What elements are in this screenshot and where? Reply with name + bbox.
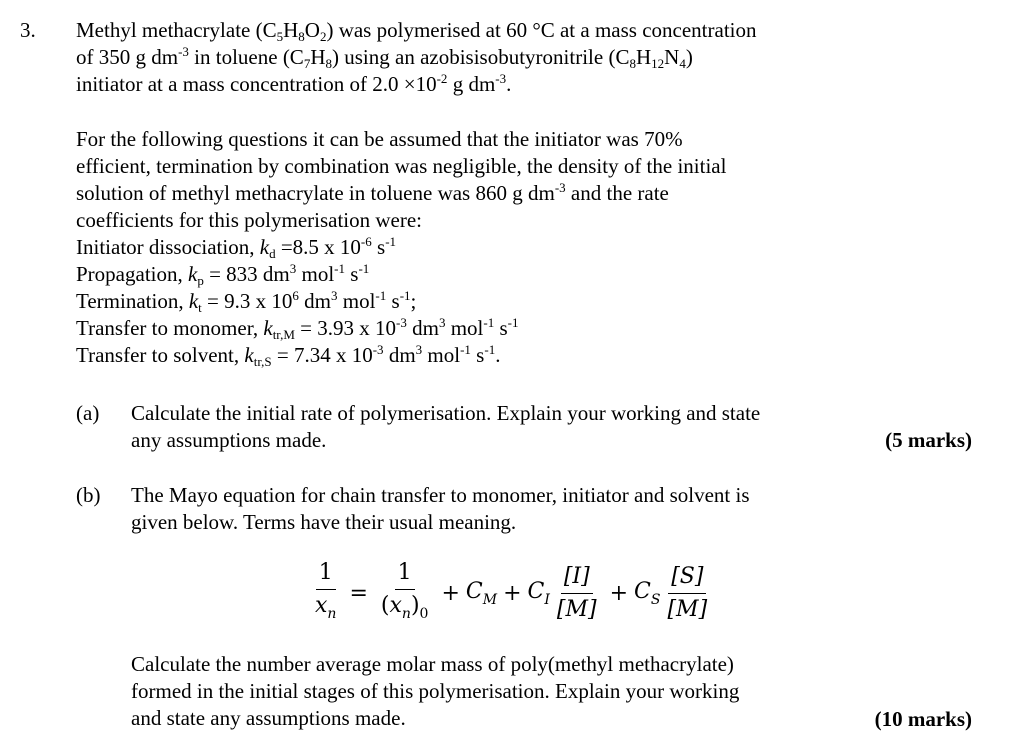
part-a-line-2: any assumptions made. bbox=[131, 428, 327, 452]
eq-s-over-m: $\frac{[S]}{[M]}$ bbox=[667, 563, 708, 622]
part-b-label: (b) bbox=[76, 483, 101, 507]
part-a-text bbox=[131, 400, 760, 454]
question-intro bbox=[76, 17, 756, 98]
rate-ktr-m: Transfer to monomer, $k_{tr,M} = 3.93$ x $10^{-3}$ $dm^3$ mol$^{-1}$ $s^{-1}$ bbox=[76, 315, 519, 342]
part-b-final-text bbox=[131, 651, 739, 732]
part-a-marks: (5 marks) bbox=[885, 428, 972, 452]
rate-kd: Initiator dissociation, $k_d =8.5$ x $10^{-6}$ $s^{-1}$ bbox=[76, 234, 397, 261]
conditions-paragraph bbox=[76, 126, 726, 369]
intro-line-1: Methyl methacrylate $(C_5H_8O_2)$ was polymerised at 60 °C at a mass concentration bbox=[76, 18, 757, 44]
question-number: 3. bbox=[20, 18, 36, 42]
part-a-label: (a) bbox=[76, 401, 100, 425]
part-b-marks: (10 marks) bbox=[874, 707, 972, 731]
eq-cm-term: $C_M$ bbox=[465, 578, 498, 608]
part-a-line-1: Calculate the initial rate of polymerisation. Explain your working and state bbox=[131, 401, 761, 425]
rate-ktr-s: Transfer to solvent, $k_{tr,S} = 7.34$ x $10^{-3}$ $dm^3$ mol$^{-1}$ $s^{-1}$. bbox=[76, 342, 501, 369]
eq-ci-term: $C_I$ bbox=[527, 578, 550, 608]
part-b-line-5: and state any assumptions made. bbox=[131, 706, 406, 730]
eq-equals: = bbox=[349, 580, 368, 606]
conditions-line-4: coefficients for this polymerisation were: bbox=[76, 208, 423, 232]
eq-i-over-m: $\frac{[I]}{[M]}$ bbox=[556, 563, 597, 622]
eq-cs-term: $C_S$ bbox=[634, 578, 661, 608]
mayo-equation: $\frac{1}{x_n}$ = $\frac{1}{(x_n)_0}$ + $C_M$ + $C_I$ $\frac{[I]}{[M]}$ + $C_S$ $\frac{[S]}{[M]}$ bbox=[308, 558, 714, 628]
intro-line-3: initiator at a mass concentration of $2.0 \times 10^{-2}$ g $dm^{-3}$. bbox=[76, 71, 512, 96]
part-b-line-4: formed in the initial stages of this polymerisation. Explain your working bbox=[131, 679, 740, 703]
eq-lhs-fraction: $\frac{1}{x_n}$ bbox=[315, 559, 337, 622]
part-b-line-2: given below. Terms have their usual meaning. bbox=[131, 510, 517, 534]
part-b-text bbox=[131, 482, 750, 536]
part-b-line-1: The Mayo equation for chain transfer to monomer, initiator and solvent is bbox=[131, 483, 750, 507]
rate-kp: Propagation, $k_p = 833$ $dm^3$ mol$^{-1}$ $s^{-1}$ bbox=[76, 261, 370, 288]
conditions-line-1: For the following questions it can be assumed that the initiator was 70% bbox=[76, 127, 683, 151]
intro-line-2: of 350 g $dm^{-3}$ in toluene $(C_7H_8)$ using an azobisisobutyronitrile $(C_8H_{12}N_4)$ bbox=[76, 44, 693, 71]
eq-xn0-fraction: $\frac{1}{(x_n)_0}$ bbox=[380, 559, 429, 622]
conditions-line-3: solution of methyl methacrylate in toluene was 860 g $dm^{-3}$ and the rate bbox=[76, 180, 669, 205]
rate-kt: Termination, $k_t = 9.3$ x $10^6$ $dm^3$ mol$^{-1}$ $s^{-1}$; bbox=[76, 288, 417, 315]
part-b-line-3: Calculate the number average molar mass of poly(methyl methacrylate) bbox=[131, 652, 734, 676]
conditions-line-2: efficient, termination by combination was negligible, the density of the initial bbox=[76, 154, 727, 178]
